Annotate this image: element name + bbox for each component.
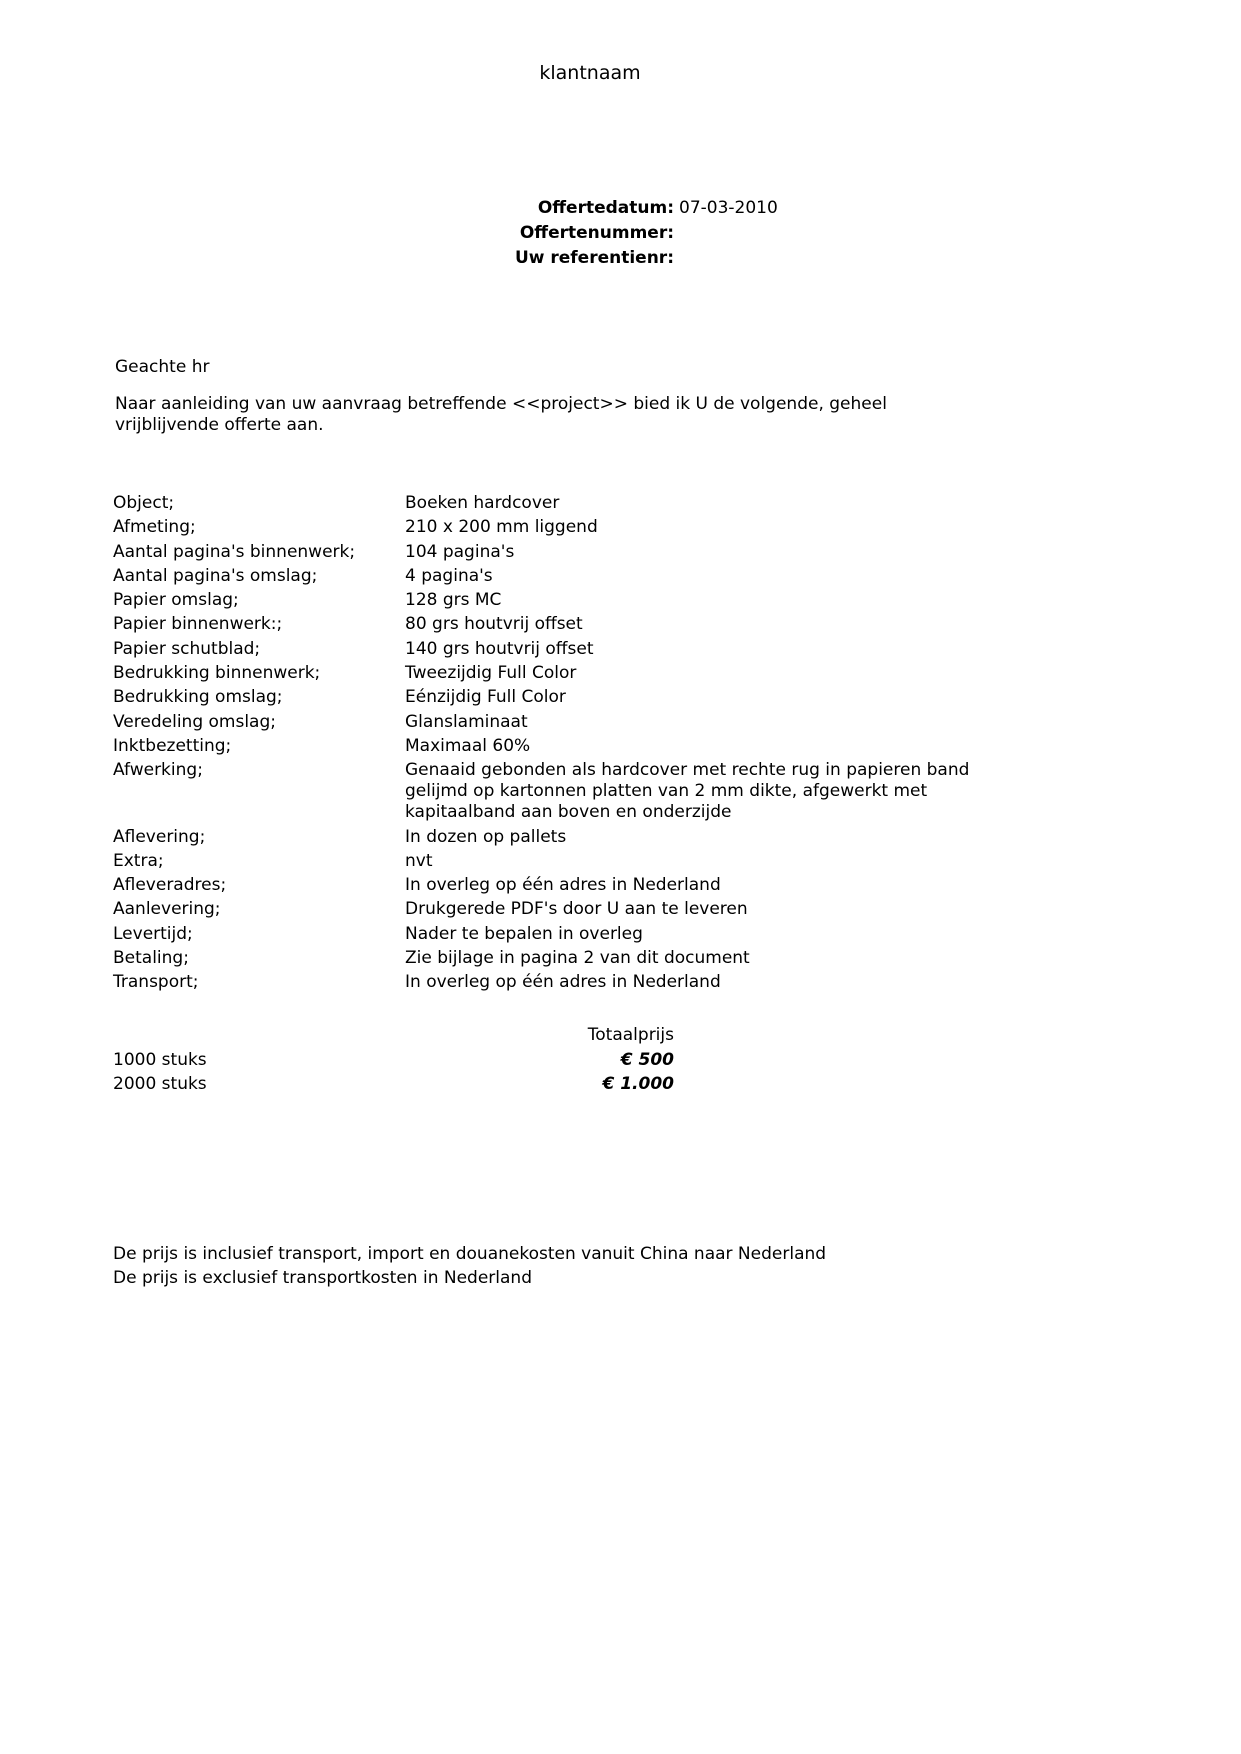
spec-row <box>113 614 993 635</box>
spec-row <box>113 851 993 872</box>
spec-row <box>113 517 993 538</box>
quote-date-label: Offertedatum: <box>537 198 674 218</box>
spec-label: Bedrukking binnenwerk; <box>113 663 321 684</box>
spec-label: Aflevering; <box>113 826 206 847</box>
spec-value: Drukgerede PDF's door U aan te leveren <box>405 899 748 920</box>
reference-number-row <box>0 248 674 272</box>
spec-value: 4 pagina's <box>405 565 493 586</box>
price-quantity: 2000 stuks <box>113 1074 207 1094</box>
spec-label: Inktbezetting; <box>113 735 232 756</box>
spec-value: 140 grs houtvrij offset <box>405 638 594 659</box>
spec-value: Glanslaminaat <box>405 711 528 732</box>
spec-value: Maximaal 60% <box>405 735 531 756</box>
spec-value: Tweezijdig Full Color <box>405 663 577 684</box>
spec-value: 104 pagina's <box>405 541 515 562</box>
spec-value: In dozen op pallets <box>405 826 567 847</box>
specification-table <box>113 493 993 997</box>
spec-value: In overleg op één adres in Nederland <box>405 875 721 896</box>
spec-value: Boeken hardcover <box>405 493 560 513</box>
spec-label: Object; <box>113 493 175 513</box>
greeting: Geachte hr <box>115 357 210 377</box>
spec-value: 80 grs houtvrij offset <box>405 614 583 635</box>
spec-value: In overleg op één adres in Nederland <box>405 972 721 993</box>
price-row <box>113 1074 674 1098</box>
spec-label: Papier schutblad; <box>113 638 261 659</box>
spec-label: Aanlevering; <box>113 899 221 920</box>
spec-value: Nader te bepalen in overleg <box>405 923 643 944</box>
spec-row <box>113 542 993 563</box>
spec-value: 128 grs MC <box>405 590 502 611</box>
spec-value: Eénzijdig Full Color <box>405 687 566 708</box>
total-price-header: Totaalprijs <box>587 1025 674 1045</box>
spec-row <box>113 827 993 848</box>
spec-row <box>113 590 993 611</box>
spec-row <box>113 493 993 514</box>
spec-row <box>113 875 993 896</box>
spec-row <box>113 899 993 920</box>
spec-label: Afmeting; <box>113 517 196 538</box>
spec-label: Betaling; <box>113 948 189 969</box>
price-amount: € 500 <box>620 1050 674 1070</box>
spec-row <box>113 948 993 969</box>
price-row <box>113 1050 674 1074</box>
quote-date-value: 07-03-2010 <box>679 198 778 218</box>
spec-label: Afwerking; <box>113 760 203 781</box>
spec-value: Zie bijlage in pagina 2 van dit document <box>405 948 750 969</box>
spec-label: Veredeling omslag; <box>113 711 276 732</box>
spec-row <box>113 972 993 993</box>
intro-paragraph: Naar aanleiding van uw aanvraag betreffende <<project>> bied ik U de volgende, geheel vrijblijvende offerte aan. <box>115 394 887 435</box>
spec-label: Afleveradres; <box>113 875 227 896</box>
spec-row <box>113 760 993 823</box>
spec-row <box>113 663 993 684</box>
spec-label: Extra; <box>113 850 164 871</box>
price-amount: € 1.000 <box>602 1074 674 1094</box>
spec-row <box>113 566 993 587</box>
spec-row <box>113 712 993 733</box>
spec-row <box>113 639 993 660</box>
spec-label: Transport; <box>113 972 199 993</box>
price-note: De prijs is exclusief transportkosten in Nederland <box>113 1268 532 1288</box>
spec-value: Genaaid gebonden als hardcover met rechte rug in papieren band gelijmd op kartonnen platten van 2 mm dikte, afgewerkt met kapitaalband aan boven en onderzijde <box>405 760 970 823</box>
spec-label: Papier omslag; <box>113 590 239 611</box>
spec-row <box>113 736 993 757</box>
price-quantity: 1000 stuks <box>113 1050 207 1070</box>
reference-number-label: Uw referentienr: <box>514 248 674 268</box>
spec-value: 210 x 200 mm liggend <box>405 517 598 538</box>
quote-date-row <box>0 198 674 222</box>
spec-label: Aantal pagina's binnenwerk; <box>113 541 356 562</box>
spec-label: Bedrukking omslag; <box>113 687 283 708</box>
spec-label: Papier binnenwerk:; <box>113 614 283 635</box>
spec-label: Aantal pagina's omslag; <box>113 565 318 586</box>
spec-row <box>113 687 993 708</box>
spec-value: nvt <box>405 850 433 871</box>
quote-number-row <box>0 223 674 247</box>
spec-label: Levertijd; <box>113 923 193 944</box>
spec-row <box>113 924 993 945</box>
quote-number-label: Offertenummer: <box>519 223 674 243</box>
customer-name: klantnaam <box>539 62 641 84</box>
price-note: De prijs is inclusief transport, import en douanekosten vanuit China naar Nederland <box>113 1244 827 1264</box>
